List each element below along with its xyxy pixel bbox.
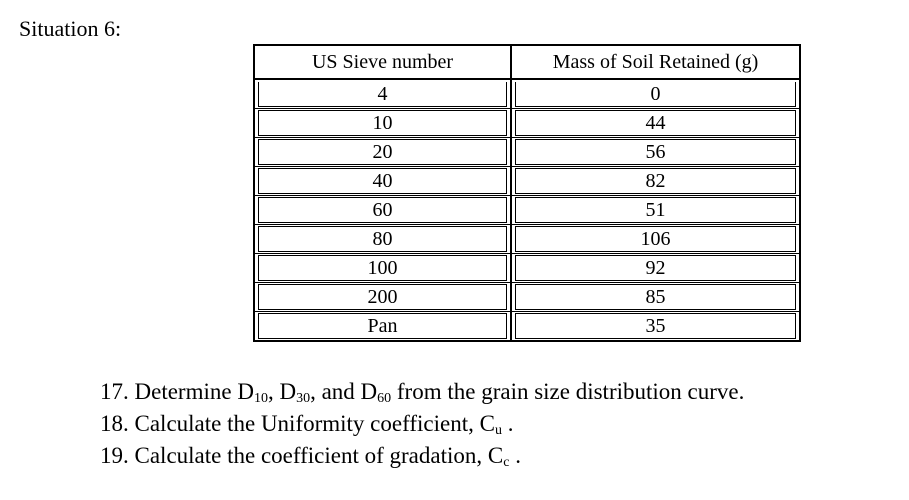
sieve-number-cell [255, 109, 512, 138]
mass-retained-cell [512, 196, 799, 225]
question-item [100, 408, 744, 440]
subscript: u [494, 423, 502, 438]
mass-retained-value: 92 [515, 255, 796, 281]
subscript: c [503, 455, 510, 470]
table-row [255, 167, 799, 196]
sieve-analysis-table [253, 44, 801, 342]
sieve-number-cell [255, 167, 512, 196]
sieve-number-value: 4 [258, 82, 507, 107]
sieve-number-value: 40 [258, 168, 507, 194]
mass-retained-cell [512, 109, 799, 138]
subscript: 60 [377, 391, 392, 406]
question-item [100, 376, 744, 408]
mass-retained-value: 44 [515, 110, 796, 136]
table-row [255, 80, 799, 109]
sieve-number-cell [255, 225, 512, 254]
question-list [100, 376, 744, 472]
mass-retained-value: 35 [515, 313, 796, 339]
sieve-number-value: 10 [258, 110, 507, 136]
sieve-number-cell [255, 196, 512, 225]
question-text: Calculate the Uniformity coefficient, $C_u$ . [134, 411, 514, 438]
situation-heading: Situation 6: [19, 16, 122, 41]
sieve-number-cell [255, 80, 512, 109]
sieve-number-value: Pan [258, 313, 507, 339]
table-row [255, 138, 799, 167]
mass-retained-cell [512, 80, 799, 109]
sieve-number-value: 100 [258, 255, 507, 281]
mass-retained-cell [512, 283, 799, 312]
table-header-row [255, 46, 799, 80]
sieve-number-value: 60 [258, 197, 507, 223]
sieve-number-cell [255, 283, 512, 312]
table-row [255, 312, 799, 340]
question-number: 18. [100, 411, 129, 436]
table-row [255, 254, 799, 283]
mass-retained-cell [512, 225, 799, 254]
sieve-number-value: 80 [258, 226, 507, 252]
question-number: 19. [100, 443, 129, 468]
mass-retained-value: 85 [515, 284, 796, 310]
sieve-number-cell [255, 138, 512, 167]
sieve-number-cell [255, 254, 512, 283]
sieve-number-value: 20 [258, 139, 507, 165]
table-row [255, 196, 799, 225]
question-item [100, 440, 744, 472]
mass-retained-cell [512, 138, 799, 167]
sieve-number-value: 200 [258, 284, 507, 310]
sieve-number-cell [255, 312, 512, 340]
column-header-mass-retained: Mass of Soil Retained (g) [512, 46, 799, 80]
mass-retained-value: 51 [515, 197, 796, 223]
mass-retained-value: 56 [515, 139, 796, 165]
column-header-sieve-number: US Sieve number [255, 46, 512, 80]
question-number: 17. [100, 379, 129, 404]
subscript: 10 [253, 391, 268, 406]
table-row [255, 283, 799, 312]
table-row [255, 225, 799, 254]
mass-retained-value: 106 [515, 226, 796, 252]
question-text: Calculate the coefficient of gradation, $C_c$ . [134, 443, 521, 470]
mass-retained-cell [512, 167, 799, 196]
question-text: Determine $D_{10}$, $D_{30}$, and $D_{60}$ from the grain size distribution curve. [134, 379, 745, 406]
mass-retained-cell [512, 254, 799, 283]
mass-retained-value: 82 [515, 168, 796, 194]
mass-retained-cell [512, 312, 799, 340]
mass-retained-value: 0 [515, 82, 796, 107]
subscript: 30 [296, 391, 311, 406]
table-row [255, 109, 799, 138]
